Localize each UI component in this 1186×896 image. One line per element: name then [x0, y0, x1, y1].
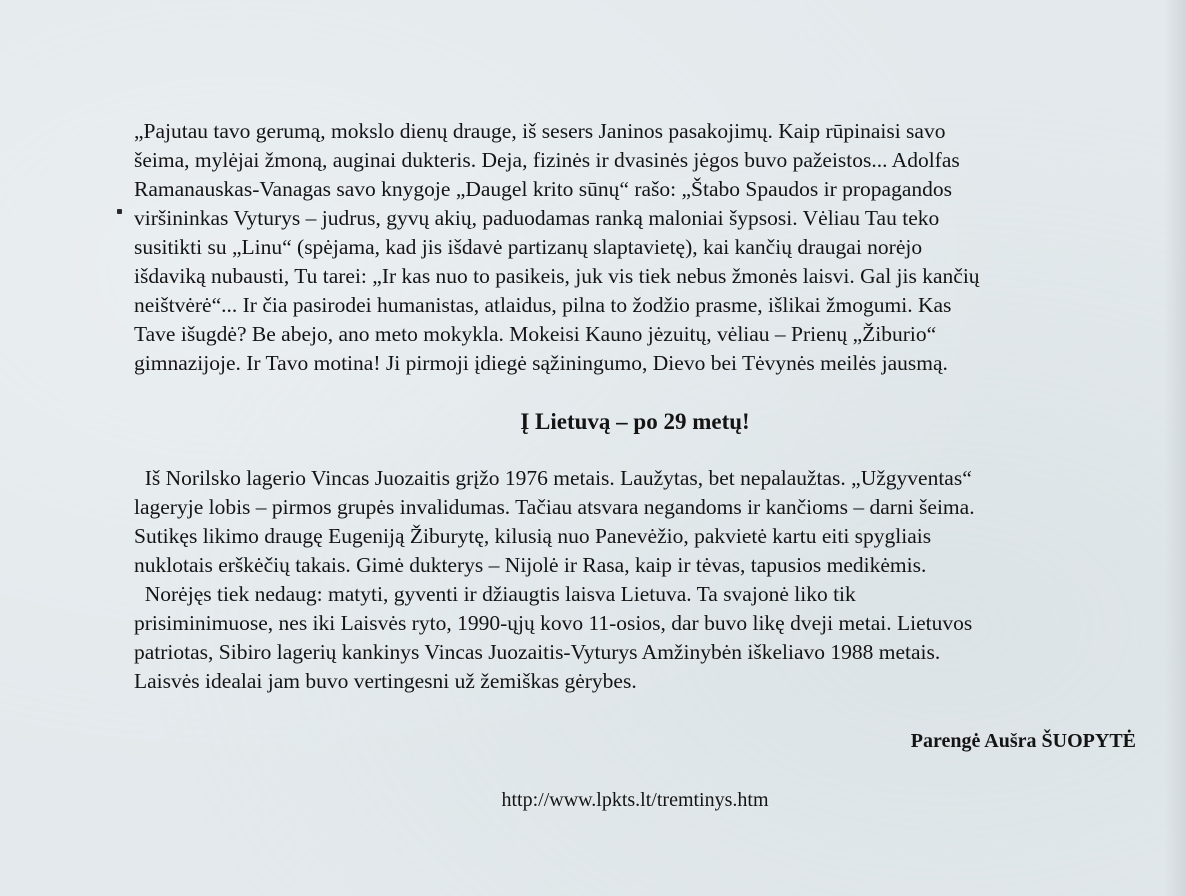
paragraph-1-line: viršininkas Vyturys – judrus, gyvų akių, paduodamas ranką maloniai šypsosi. Vėliau Tau teko: [134, 206, 940, 230]
paragraph-3: [134, 580, 972, 696]
page-edge-shadow: [1164, 0, 1186, 896]
paragraph-2: [134, 464, 975, 580]
paragraph-1-line: neištvėrė“... Ir čia pasirodei humanistas, atlaidus, pilna to žodžio prasme, išlikai žmogumi. Kas: [134, 293, 952, 317]
scan-speck: [117, 209, 122, 214]
paragraph-2-line: nuklotais erškėčių takais. Gimė dukterys – Nijolė ir Rasa, kaip ir tėvas, tapusios medikėmis.: [134, 553, 927, 577]
paragraph-1-line: „Pajutau tavo gerumą, mokslo dienų drauge, iš sesers Janinos pasakojimų. Kaip rūpinaisi savo: [134, 119, 946, 143]
paragraph-3-line: Laisvės idealai jam buvo vertingesni už žemiškas gėrybes.: [134, 669, 637, 693]
paragraph-3-line: Norėjęs tiek nedaug: matyti, gyventi ir džiaugtis laisva Lietuva. Ta svajonė liko tik: [134, 582, 856, 606]
paragraph-1: [134, 117, 980, 378]
paragraph-1-line: gimnazijoje. Ir Tavo motina! Ji pirmoji įdiegė sąžiningumo, Dievo bei Tėvynės meilės jausmą.: [134, 351, 948, 375]
paragraph-2-line: Iš Norilsko lagerio Vincas Juozaitis grįžo 1976 metais. Laužytas, bet nepalaužtas. „Užgyventas“: [134, 466, 972, 490]
paragraph-3-line: prisiminimuose, nes iki Laisvės ryto, 1990-ųjų kovo 11-osios, dar buvo likę dveji metai. Lietuvos: [134, 611, 973, 635]
paragraph-1-line: susitikti su „Linu“ (spėjama, kad jis išdavė partizanų slaptavietę), kai kančių draugai norėjo: [134, 235, 923, 259]
paragraph-1-line: šeima, mylėjai žmoną, auginai dukteris. Deja, fizinės ir dvasinės jėgos buvo pažeistos... Adolfas: [134, 148, 960, 172]
paragraph-1-line: Tave išugdė? Be abejo, ano meto mokykla. Mokeisi Kauno jėzuitų, vėliau – Prienų „Žiburio“: [134, 322, 937, 346]
paragraph-3-line: patriotas, Sibiro lagerių kankinys Vincas Juozaitis-Vyturys Amžinybėn iškeliavo 1988 metais.: [134, 640, 941, 664]
paragraph-2-line: lageryje lobis – pirmos grupės invalidumas. Tačiau atsvara negandoms ir kančioms – darni šeima.: [134, 495, 975, 519]
source-url: http://www.lpkts.lt/tremtinys.htm: [501, 789, 769, 811]
section-heading: Į Lietuvą – po 29 metų!: [520, 409, 750, 434]
author-signature: Parengė Aušra ŠUOPYTĖ: [910, 730, 1136, 752]
paragraph-1-line: išdaviką nubausti, Tu tarei: „Ir kas nuo to pasikeis, juk vis tiek nebus žmonės laisvi. Gal jis kančių: [134, 264, 980, 288]
paragraph-1-line: Ramanauskas-Vanagas savo knygoje „Daugel krito sūnų“ rašo: „Štabo Spaudos ir propagandos: [134, 177, 953, 201]
paragraph-2-line: Sutikęs likimo draugę Eugeniją Žiburytę, kilusią nuo Panevėžio, pakvietė kartu eiti spygliais: [134, 524, 932, 548]
